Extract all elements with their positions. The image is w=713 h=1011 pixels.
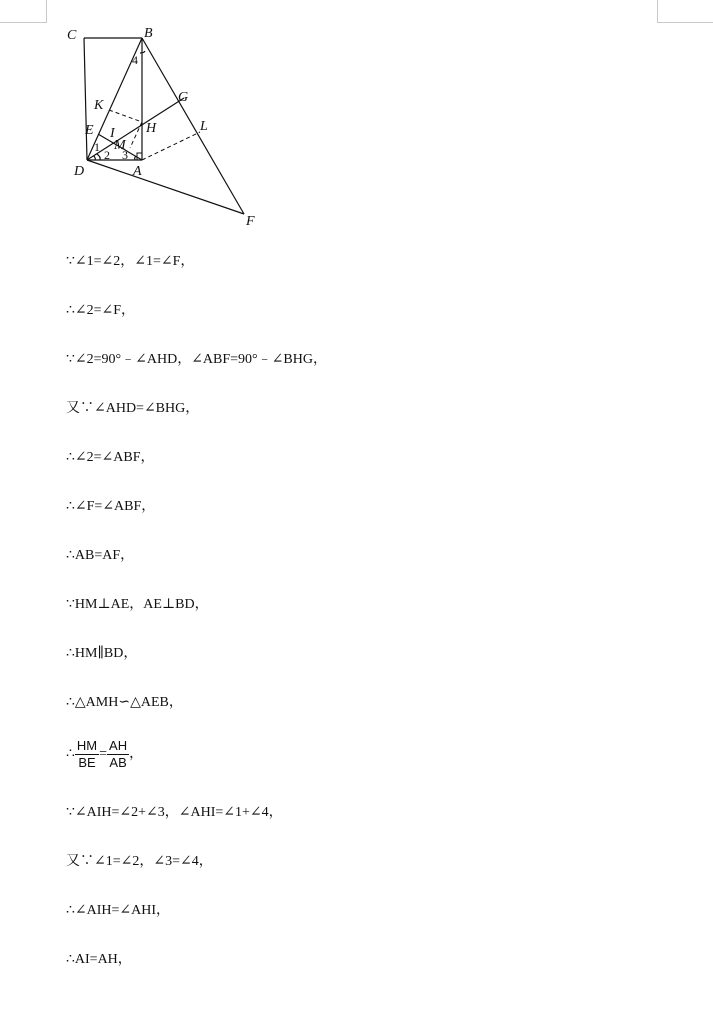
fraction-ah-ab xyxy=(107,738,129,771)
proof-line: ∴∠AIH=∠AHI， xyxy=(66,903,171,918)
proof-line: 又∵∠1=∠2，∠3=∠4， xyxy=(66,854,213,869)
proof-line: ∵HM⊥AE，AE⊥BD， xyxy=(66,597,209,612)
proof-line: ∴HM∥BD， xyxy=(66,646,138,661)
segment-BF xyxy=(142,38,244,214)
proof-line: ∴∠2=∠F， xyxy=(66,303,136,318)
label-D: D xyxy=(74,164,85,179)
fraction-numerator: HM xyxy=(76,738,98,753)
fraction-denominator: BE xyxy=(78,755,96,770)
label-K: K xyxy=(94,98,104,113)
page-corner-mark xyxy=(0,0,47,23)
label-C: C xyxy=(67,28,77,43)
proof-line: 又∵∠AHD=∠BHG， xyxy=(66,401,200,416)
segment-DF xyxy=(87,160,244,214)
proof-line-fraction xyxy=(66,738,143,771)
label-H: H xyxy=(146,121,157,136)
proof-line: ∴AB=AF， xyxy=(66,548,135,563)
label-A: A xyxy=(133,164,142,179)
comma: ， xyxy=(129,746,144,762)
geometry-diagram xyxy=(60,18,280,236)
label-F: F xyxy=(246,214,255,229)
geometry-figure xyxy=(60,18,280,236)
segment-CD xyxy=(84,38,87,160)
angle-label-4: 4 xyxy=(132,53,138,67)
label-E: E xyxy=(85,123,94,138)
label-G: G xyxy=(178,90,189,105)
proof-line: ∴∠2=∠ABF， xyxy=(66,450,155,465)
fraction-hm-be xyxy=(75,738,99,771)
proof-line: ∴∠F=∠ABF， xyxy=(66,499,156,514)
label-M: M xyxy=(114,138,126,153)
proof-line: ∵∠1=∠2，∠1=∠F， xyxy=(66,254,195,269)
proof-line: ∵∠AIH=∠2+∠3，∠AHI=∠1+∠4， xyxy=(66,805,283,820)
label-L: L xyxy=(200,119,208,134)
dashed-AL xyxy=(142,132,200,160)
label-B: B xyxy=(144,26,153,41)
equals-sign: = xyxy=(99,746,108,762)
fraction-denominator: AB xyxy=(109,755,127,770)
proof-line: ∴AI=AH， xyxy=(66,952,132,967)
angle-label-3: 3 xyxy=(122,148,128,162)
fraction-numerator: AH xyxy=(109,738,128,753)
dashed-KH xyxy=(109,110,142,122)
label-I: I xyxy=(110,126,115,141)
proof-line: ∵∠2=90°﹣∠AHD，∠ABF=90°﹣∠BHG， xyxy=(66,352,327,367)
angle-arc xyxy=(97,154,100,160)
angle-label-2: 2 xyxy=(104,148,110,162)
proof-line: ∴△AMH∽△AEB， xyxy=(66,695,183,710)
angle-label-1: 1 xyxy=(94,140,100,154)
therefore-symbol: ∴ xyxy=(66,746,75,762)
page-corner-mark xyxy=(657,0,713,23)
